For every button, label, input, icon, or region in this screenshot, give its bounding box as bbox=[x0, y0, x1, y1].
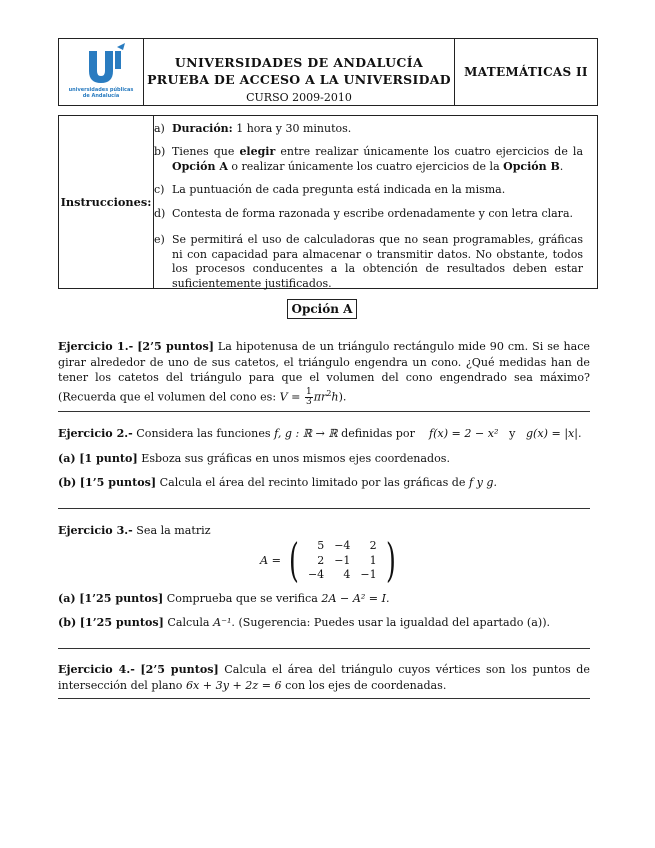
exercise-2-b: (b) [1’5 puntos] Calcula el área del recinto limitado por las gráficas de f y g. bbox=[58, 476, 498, 489]
instruction-item-d: d) Contesta de forma razonada y escribe ordenadamente y con letra clara. bbox=[154, 207, 573, 220]
exam-header bbox=[58, 38, 598, 106]
subject-title: MATEMÁTICAS II bbox=[454, 39, 597, 105]
logo-cell bbox=[59, 39, 144, 105]
instruction-item-b: b) Tienes que elegir entre realizar únicamente los cuatro ejercicios de la Opción A o realizar únicamente los cuatro ejercicios de la Opción B. bbox=[154, 145, 584, 173]
exercise-3-a: (a) [1’25 puntos] Comprueba que se verifica 2A − A² = I. bbox=[58, 592, 390, 605]
instructions-label: Instrucciones: bbox=[59, 116, 154, 288]
header-line1: UNIVERSIDADES DE ANDALUCÍA bbox=[174, 55, 424, 70]
university-logo-icon bbox=[59, 41, 143, 91]
instructions-box bbox=[58, 115, 598, 289]
matrix-table: 5 −4 2 2 −1 1 −4 4 −1 bbox=[307, 539, 377, 581]
fraction: $\frac{1}{3}$ bbox=[305, 386, 312, 407]
divider bbox=[58, 648, 590, 649]
logo-tagline: universidades públicas de Andalucía bbox=[68, 87, 134, 99]
exercise-3: Ejercicio 3.- Sea la matriz bbox=[58, 524, 211, 537]
exercise-4: Ejercicio 4.- [2’5 puntos] Calcula el área del triángulo cuyos vértices son los puntos de intersección del plano 6x + 3y + 2z = 6 con los ejes de coordenadas. bbox=[58, 663, 590, 692]
exercise-2: Ejercicio 2.- Considera las funciones f, g : ℝ → ℝ definidas por f(x) = 2 − x² y g(x) = |x|. bbox=[58, 427, 582, 440]
matrix-A: A = ( 5 −4 2 2 −1 1 −4 4 −1 ) bbox=[260, 533, 396, 587]
header-title-cell bbox=[144, 39, 454, 105]
instruction-item-a: a) Duración: 1 hora y 30 minutos. bbox=[154, 122, 352, 135]
instruction-item-c: c) La puntuación de cada pregunta está indicada en la misma. bbox=[154, 183, 506, 196]
header-line3: CURSO 2009-2010 bbox=[246, 91, 352, 104]
divider bbox=[58, 411, 590, 412]
exercise-3-b: (b) [1’25 puntos] Calcula A⁻¹. (Sugerencia: Puedes usar la igualdad del apartado (a)). bbox=[58, 616, 551, 629]
divider bbox=[58, 508, 590, 509]
header-line2: PRUEBA DE ACCESO A LA UNIVERSIDAD bbox=[147, 72, 451, 87]
option-title: Opción A bbox=[287, 299, 357, 319]
exercise-2-a: (a) [1 punto] Esboza sus gráficas en unos mismos ejes coordenados. bbox=[58, 452, 451, 465]
exercise-1: Ejercicio 1.- [2’5 puntos] La hipotenusa de un triángulo rectángulo mide 90 cm. Si se hace girar alrededor de uno de sus catetos, el triángulo engendra un cono. ¿Qué medidas han de tener los catetos del triángulo para que el volumen del cono engendrado sea máximo? (Recuerda que el volumen del cono es: V = $\frac{1}{3}$ $\pi r^2h$). bbox=[58, 340, 590, 407]
instruction-item-e: e) Se permitirá el uso de calculadoras que no sean programables, gráficas ni con capacidad para almacenar o transmitir datos. No obstante, todos los procesos conducentes a la obtención de resultados deben estar suficientemente justificados. bbox=[154, 233, 583, 290]
divider bbox=[58, 698, 590, 699]
